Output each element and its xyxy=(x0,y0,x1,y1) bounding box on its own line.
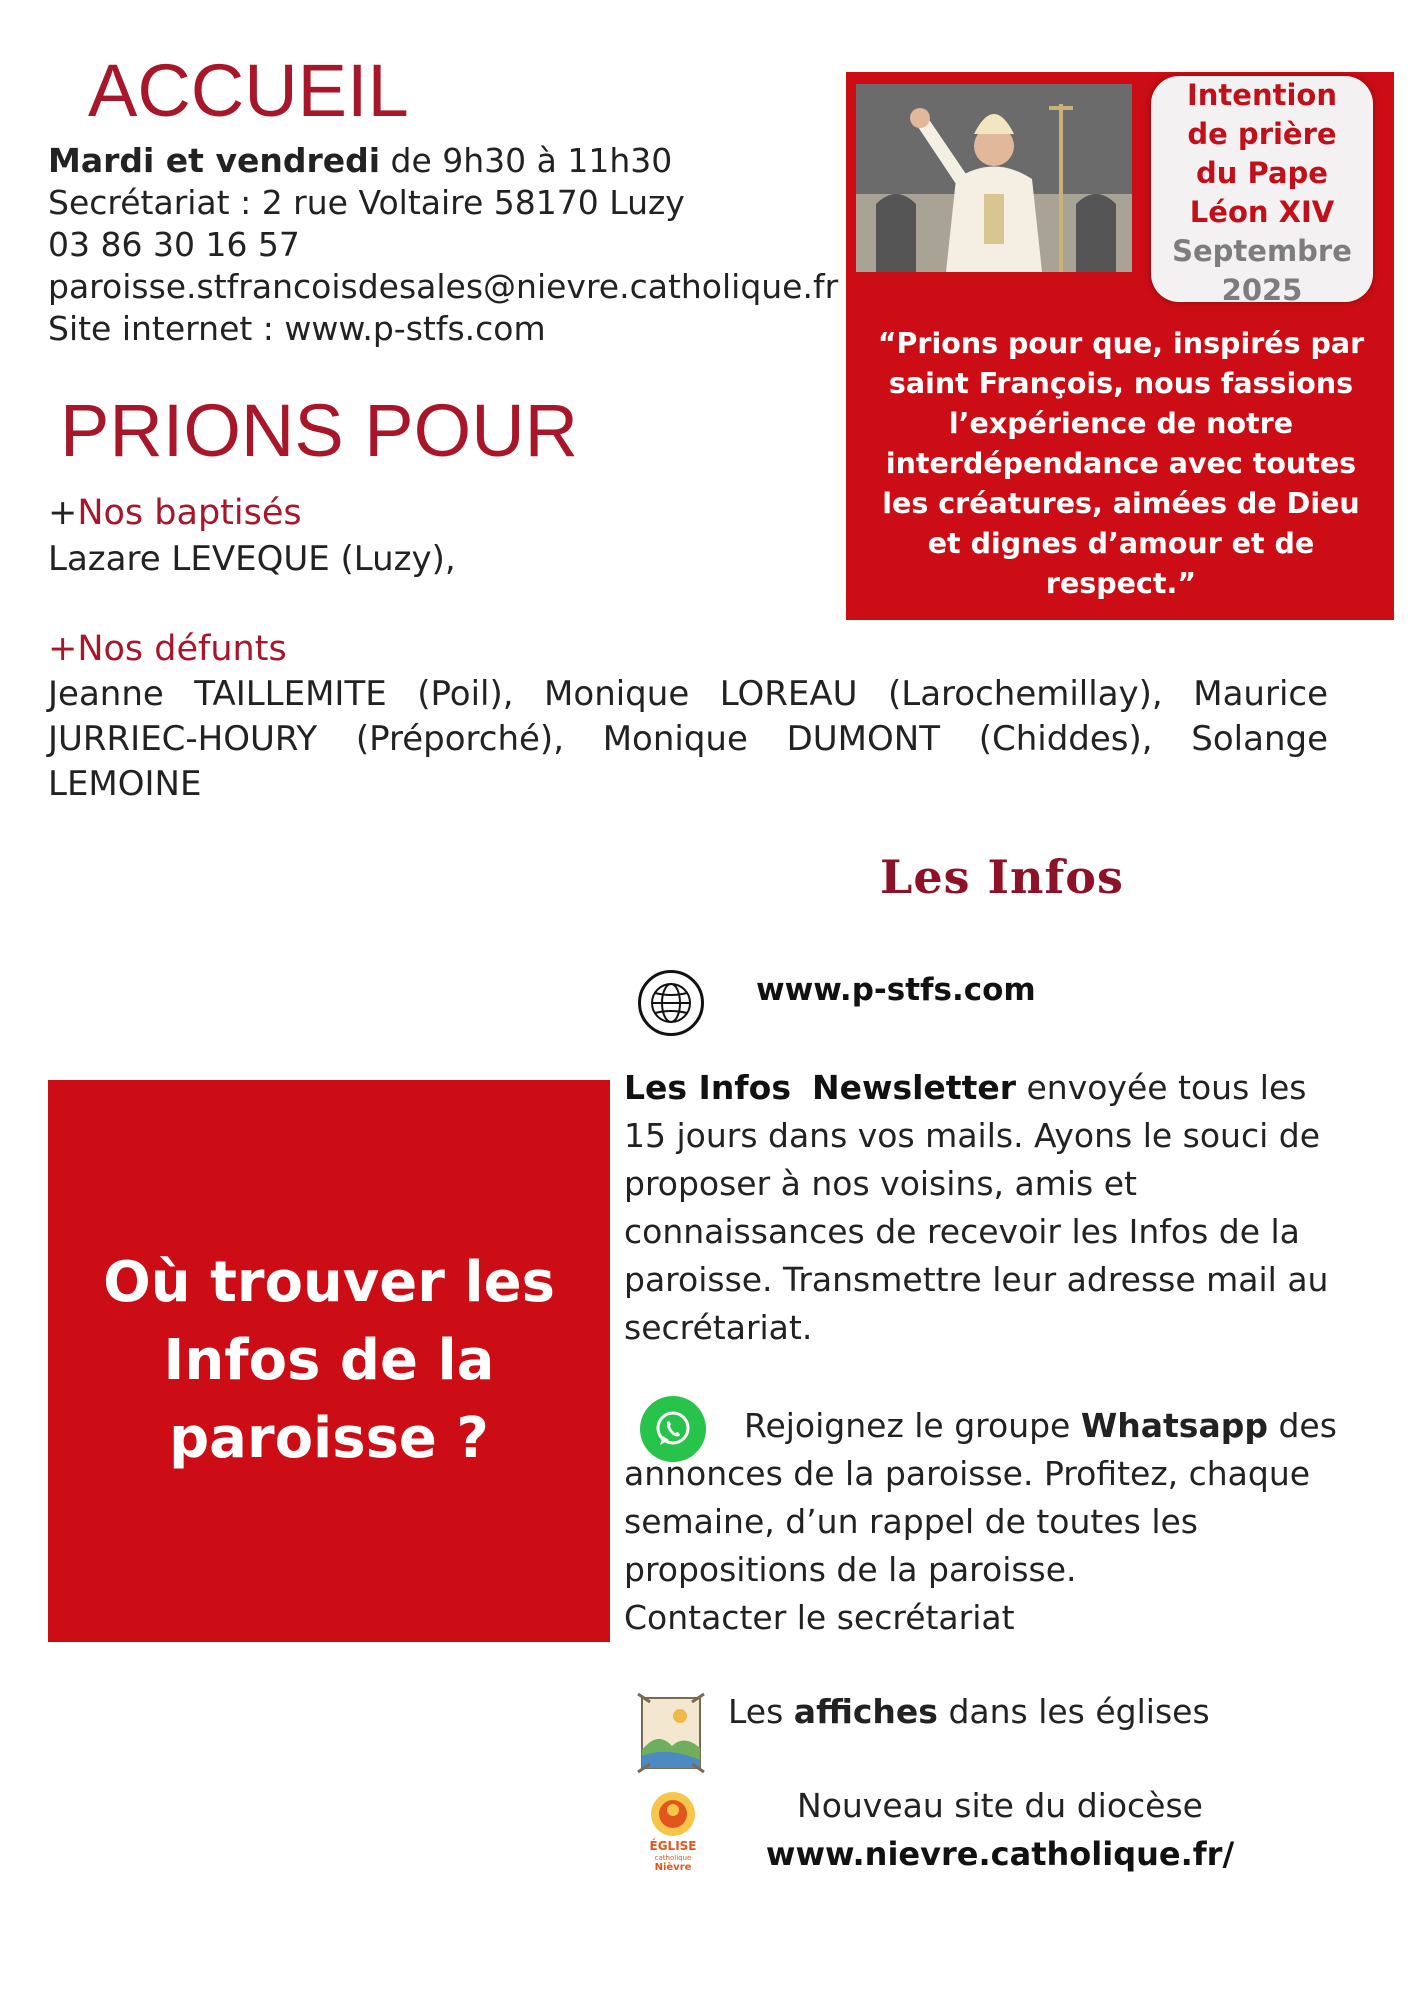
whatsapp-bold: Whatsapp xyxy=(1080,1406,1268,1445)
accueil-hours-line xyxy=(48,140,848,182)
defunts-names: Jeanne TAILLEMITE (Poil), Monique LOREAU (Larochemillay), Maurice JURRIEC-HOURY (Préporché), Monique DUMONT (Chiddes), Solange LEMOINE xyxy=(48,674,1328,804)
parish-site-link[interactable]: www.p-stfs.com xyxy=(756,972,1036,1008)
where-text: Où trouver les Infos de la paroisse ? xyxy=(103,1250,555,1471)
diocese-site-link[interactable]: www.nievre.catholique.fr/ xyxy=(765,1835,1235,1873)
intention-line4: Léon XIV xyxy=(1189,195,1335,229)
accueil-hours: de 9h30 à 11h30 xyxy=(380,141,673,180)
intention-month: Septembre xyxy=(1172,234,1352,268)
whatsapp-paragraph xyxy=(624,1402,1344,1594)
svg-text:ÉGLISE: ÉGLISE xyxy=(649,1839,697,1853)
intention-line3: du Pape xyxy=(1196,156,1328,190)
accueil-phone: 03 86 30 16 57 xyxy=(48,225,300,264)
accueil-website[interactable]: Site internet : www.p-stfs.com xyxy=(48,309,546,348)
intention-box xyxy=(846,72,1394,620)
newsletter-paragraph xyxy=(624,1064,1344,1352)
intention-line1: Intention xyxy=(1187,78,1337,112)
accueil-email[interactable]: paroisse.stfrancoisdesales@nievre.catholique.fr xyxy=(48,267,839,306)
accueil-days: Mardi et vendredi xyxy=(48,141,381,180)
prions-title: PRIONS POUR xyxy=(60,389,579,472)
intention-card xyxy=(1151,76,1373,307)
intention-quote: “Prions pour que, inspirés par saint François, nous fassions l’expérience de notre interdépendance avec toutes les créatures, aimées de Dieu et dignes d’amour et de respect.” xyxy=(877,327,1365,600)
svg-text:Nièvre: Nièvre xyxy=(654,1862,692,1873)
newsletter-accent: Les Infos xyxy=(624,1068,791,1107)
accueil-secretariat: Secrétariat : 2 rue Voltaire 58170 Luzy xyxy=(48,183,685,222)
accueil-title: ACCUEIL xyxy=(88,49,409,132)
whatsapp-text: des annonces de la paroisse. Profitez, chaque semaine, d’un rappel de toutes les propositions de la paroisse. xyxy=(624,1406,1337,1589)
where-box xyxy=(48,1080,610,1642)
defunts-label: +Nos défunts xyxy=(48,629,287,669)
accueil-info xyxy=(48,140,848,350)
affiches-bold: affiches xyxy=(793,1692,938,1731)
intention-year: 2025 xyxy=(1221,273,1303,307)
poster-icon xyxy=(636,1690,706,1776)
pope-photo xyxy=(856,84,1132,272)
baptises-label-text: Nos baptisés xyxy=(77,493,302,533)
contact-secretariat: Contacter le secrétariat xyxy=(624,1598,1015,1637)
whatsapp-pre: Rejoignez le groupe xyxy=(744,1406,1081,1445)
newsletter-text: envoyée tous les 15 jours dans vos mails. Ayons le souci de proposer à nos voisins, amis et connaissances de recevoir les Infos de la paroisse. Transmettre leur adresse mail au secrétariat. xyxy=(624,1068,1329,1347)
globe-icon xyxy=(638,970,704,1036)
newsletter-bold: Newsletter xyxy=(811,1068,1016,1107)
les-infos-title: Les Infos xyxy=(880,850,1124,904)
diocese-line: Nouveau site du diocèse xyxy=(797,1786,1203,1825)
intention-line2: de prière xyxy=(1187,117,1337,151)
affiches-post: dans les églises xyxy=(937,1692,1210,1731)
svg-text:catholique: catholique xyxy=(654,1854,692,1862)
affiches-line xyxy=(728,1688,1210,1736)
baptises-names: Lazare LEVEQUE (Luzy), xyxy=(48,539,456,579)
baptises-section xyxy=(48,490,456,582)
affiches-pre: Les xyxy=(728,1692,794,1731)
baptises-label: +Nos baptisés xyxy=(48,493,302,533)
